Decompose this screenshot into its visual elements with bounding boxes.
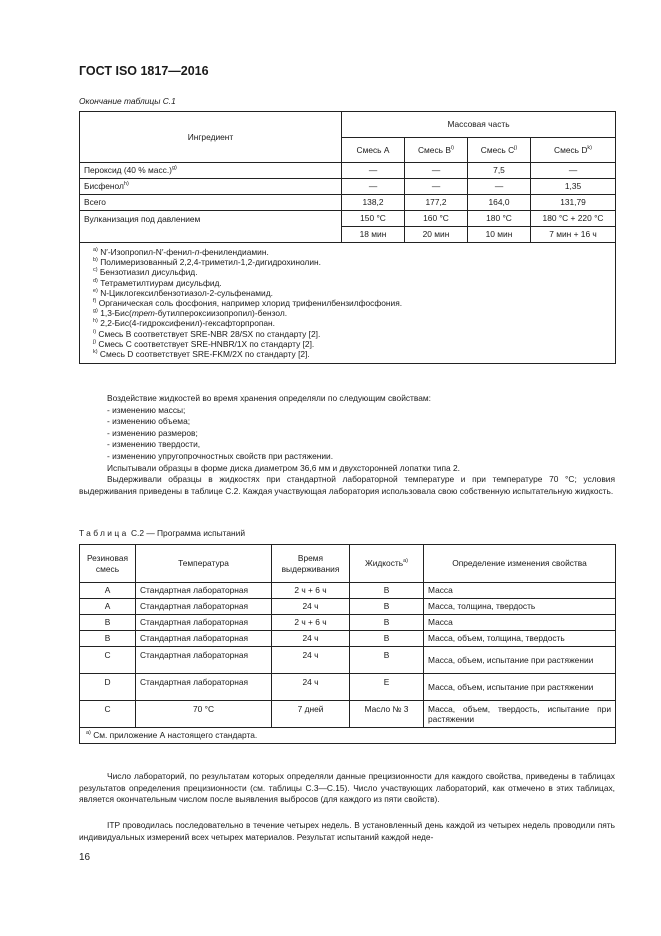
paragraph-labs: Число лабораторий, по результатам которых определяли данные прецизионности для каждого свойства, приведены в таблицах результатов определения прецизионности (см. таблицы С.3—С.15). Число участвующих лабораторий, как отмечено в этих таблицах, является окончательным числом после выявления выбросов (для каждого из пяти свойств). — [79, 771, 615, 805]
table-row — [80, 195, 616, 211]
cell-time: 24 ч — [272, 599, 350, 615]
cell-property: Масса — [424, 583, 616, 599]
cell-temp: Стандартная лабораторная — [136, 615, 272, 631]
table-row — [80, 631, 616, 647]
cell: 1,35 — [531, 179, 616, 195]
table-row — [80, 615, 616, 631]
cell-mix: В — [80, 615, 136, 631]
cell: 7,5 — [468, 163, 531, 179]
cell: — — [468, 179, 531, 195]
table-row — [80, 599, 616, 615]
table1-caption: Окончание таблицы С.1 — [79, 96, 176, 106]
footnote: $^{b)}$ Полимеризованный 2,2,4-триметил-1,2-дигидрохинолин. — [93, 257, 321, 268]
col-header-temp: Температура — [136, 545, 272, 583]
row-name: Вулканизация под давлением — [80, 211, 342, 243]
list-item: - изменению упругопрочностных свойств при растяжении. — [107, 450, 334, 461]
cell-temp: Стандартная лабораторная — [136, 599, 272, 615]
list-item: - изменению объема; — [107, 416, 191, 427]
cell-liquid: В — [350, 647, 424, 674]
row-name: Всего — [80, 195, 342, 211]
cell-property: Масса — [424, 615, 616, 631]
cell-time: 2 ч + 6 ч — [272, 615, 350, 631]
paragraph-samples: Испытывали образцы в форме диска диаметром 36,6 мм и двухсторонней лопатки типа 2. — [107, 462, 460, 473]
cell-property: Масса, объем, испытание при растяжении — [424, 647, 616, 674]
row-name: Пероксид (40 % масс.)$^{g)}$ — [80, 163, 342, 179]
cell: — — [531, 163, 616, 179]
table1-footnotes — [80, 243, 616, 364]
cell-property: Масса, объем, толщина, твердость — [424, 631, 616, 647]
cell: 180 °C — [468, 211, 531, 227]
cell-time: 24 ч — [272, 647, 350, 674]
cell: — — [342, 179, 405, 195]
cell: 164,0 — [468, 195, 531, 211]
footnote: $^{f)}$ Органическая соль фосфония, например хлорид трифенилбензилфосфония. — [93, 298, 403, 309]
cell-liquid: В — [350, 631, 424, 647]
table-row — [80, 583, 616, 599]
col-header-mix-d: Смесь $D^{k)}$ — [531, 138, 616, 163]
footnote: $^{j)}$ Смесь С соответствует SRE-HNBR/1X по стандарту [2]. — [93, 338, 315, 349]
col-header-liquid: Жидкость$^{a)}$ — [350, 545, 424, 583]
cell-mix: В — [80, 631, 136, 647]
mass-part-header: Массовая часть — [342, 112, 616, 138]
footnote: $^{c)}$ Бензотиазил дисульфид. — [93, 267, 198, 278]
cell-temp: Стандартная лабораторная — [136, 647, 272, 674]
footnote: $^{i)}$ Смесь В соответствует SRE-NBR 28/SX по стандарту [2]. — [93, 328, 321, 339]
cell-liquid: Е — [350, 674, 424, 701]
footnote: $^{h)}$ 2,2-Бис(4-гидроксифенил)-гексафторпропан. — [93, 318, 276, 329]
page-number: 16 — [79, 852, 91, 863]
cell: 20 мин — [405, 227, 468, 243]
footnote: $^{d)}$ Тетраметилтиурам дисульфид. — [93, 277, 222, 288]
cell-property: Масса, объем, испытание при растяжении — [424, 674, 616, 701]
cell-mix: А — [80, 599, 136, 615]
paragraph-itp: ITP проводилась последовательно в течение четырех недель. В установленный день каждой из четырех недель проводили пять индивидуальных измерений всех четырех материалов. Результат испытаний каждой неде- — [79, 820, 615, 842]
table-row — [80, 163, 616, 179]
table2-caption: Таблица С.2 — Программа испытаний — [79, 528, 246, 538]
table-row — [80, 701, 616, 728]
footnote: $^{a)}$ N′-Изопропил-N′-фенил-п-фенилендиамин. — [93, 247, 269, 257]
cell-time: 24 ч — [272, 674, 350, 701]
cell: 18 мин — [342, 227, 405, 243]
col-header-mix-a: Смесь А — [342, 138, 405, 163]
col-header-property: Определение изменения свойства — [424, 545, 616, 583]
col-header-mix: Резиновая смесь — [80, 545, 136, 583]
cell-liquid: В — [350, 599, 424, 615]
table-row — [80, 179, 616, 195]
col-header-time: Время выдерживания — [272, 545, 350, 583]
col-header-mix-c: Смесь $С^{j)}$ — [468, 138, 531, 163]
exposure-paragraph — [79, 393, 615, 497]
cell: — — [342, 163, 405, 179]
cell: — — [405, 179, 468, 195]
table-row — [80, 211, 616, 227]
col-header-mix-b: Смесь $В^{i)}$ — [405, 138, 468, 163]
cell-property: Масса, толщина, твердость — [424, 599, 616, 615]
cell: — — [405, 163, 468, 179]
list-item: - изменению массы; — [107, 404, 186, 415]
cell-mix: С — [80, 647, 136, 674]
cell-temp: Стандартная лабораторная — [136, 674, 272, 701]
table2-footnote: $^{a)}$ См. приложение А настоящего стандарта. — [80, 728, 616, 744]
cell: 131,79 — [531, 195, 616, 211]
cell-time: 7 дней — [272, 701, 350, 728]
list-item: - изменению твердости, — [107, 439, 201, 450]
cell: 138,2 — [342, 195, 405, 211]
row-name: Бисфенол$^{h)}$ — [80, 179, 342, 195]
cell: 180 °C + 220 °C — [531, 211, 616, 227]
cell-temp: Стандартная лабораторная — [136, 631, 272, 647]
table-c2-test-program — [79, 544, 616, 744]
cell-time: 2 ч + 6 ч — [272, 583, 350, 599]
cell: 10 мин — [468, 227, 531, 243]
cell-liquid: В — [350, 583, 424, 599]
cell-liquid: В — [350, 615, 424, 631]
footnote: $^{k)}$ Смесь D соответствует SRE-FKM/2X по стандарту [2]. — [93, 349, 310, 360]
cell-liquid: Масло № 3 — [350, 701, 424, 728]
paragraph-intro: Воздействие жидкостей во время хранения определяли по следующим свойствам: — [107, 393, 431, 403]
list-item: - изменению размеров; — [107, 427, 198, 438]
cell: 150 °C — [342, 211, 405, 227]
cell: 177,2 — [405, 195, 468, 211]
cell-property: Масса, объем, твердость, испытание при растяжении — [424, 701, 616, 728]
cell-mix: D — [80, 674, 136, 701]
footnote: $^{g)}$ 1,3-Бис(трет-бутилпероксиизопропил)-бензол. — [93, 308, 288, 319]
table-row — [80, 674, 616, 701]
cell-mix: С — [80, 701, 136, 728]
document-header: ГОСТ ISO 1817—2016 — [79, 64, 209, 78]
paragraph-conditions: Выдерживали образцы в жидкостях при стандартной лабораторной температуре и при температуре 70 °С; условия выдерживания приведены в таблице С.2. Каждая участвующая лаборатория использовала свою собственную испытательную жидкость. — [79, 474, 615, 496]
cell-time: 24 ч — [272, 631, 350, 647]
table-row — [80, 647, 616, 674]
ingredient-header: Ингредиент — [80, 112, 342, 163]
footnote: $^{e)}$ N-Циклогексилбензотиазол-2-сульфенамид. — [93, 287, 273, 298]
cell-mix: А — [80, 583, 136, 599]
cell-temp: Стандартная лабораторная — [136, 583, 272, 599]
cell-temp: 70 °С — [136, 701, 272, 728]
cell: 7 мин + 16 ч — [531, 227, 616, 243]
table-c1-end — [79, 111, 616, 364]
cell: 160 °C — [405, 211, 468, 227]
